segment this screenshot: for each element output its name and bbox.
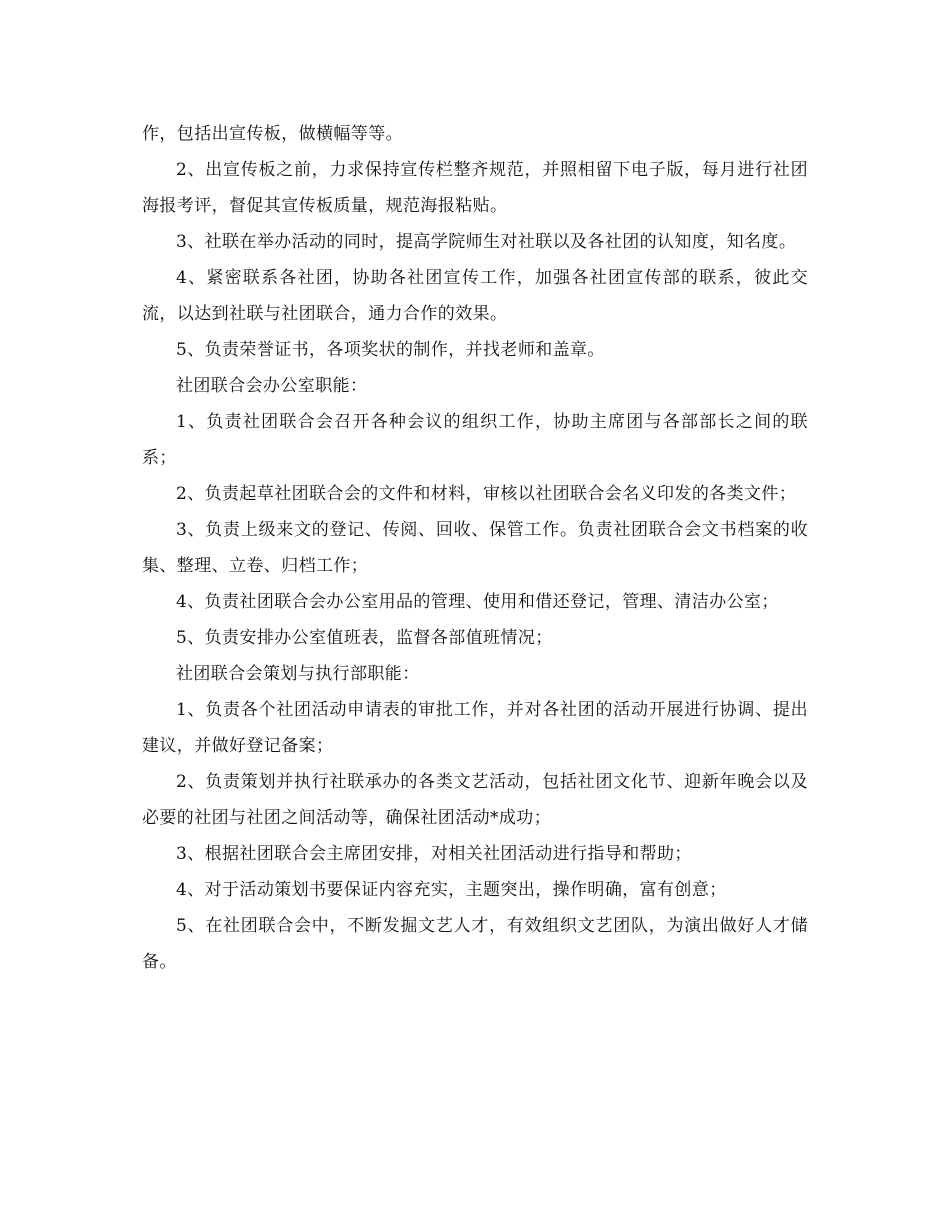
paragraph-office-4: 4、负责社团联合会办公室用品的管理、使用和借还登记，管理、清洁办公室；: [176, 592, 779, 612]
paragraph-planning-5: 5、在社团联合会中，不断发掘文艺人才，有效组织文艺团队，为演出做好人才储备。: [142, 916, 808, 972]
paragraph-office-1: 1、负责社团联合会召开各种会议的组织工作，协助主席团与各部部长之间的联系；: [142, 412, 808, 468]
paragraph-publicity-2: 2、出宣传板之前，力求保持宣传栏整齐规范，并照相留下电子版，每月进行社团海报考评，督促其宣传板质量，规范海报粘贴。: [142, 160, 808, 216]
paragraph-planning-2: 2、负责策划并执行社联承办的各类文艺活动，包括社团文化节、迎新年晚会以及必要的社团与社团之间活动等，确保社团活动*成功；: [142, 772, 808, 828]
section-heading-office: 社团联合会办公室职能：: [176, 376, 368, 396]
paragraph-office-2: 2、负责起草社团联合会的文件和材料，审核以社团联合会名义印发的各类文件；: [176, 484, 797, 504]
paragraph-publicity-4: 4、紧密联系各社团，协助各社团宣传工作，加强各社团宣传部的联系，彼此交流，以达到社联与社团联合，通力合作的效果。: [142, 268, 808, 324]
paragraph-planning-3: 3、根据社团联合会主席团安排，对相关社团活动进行指导和帮助；: [176, 844, 692, 864]
paragraph-publicity-5: 5、负责荣誉证书，各项奖状的制作，并找老师和盖章。: [176, 340, 605, 360]
paragraph-publicity-3: 3、社联在举办活动的同时，提高学院师生对社联以及各社团的认知度，知名度。: [176, 232, 797, 252]
section-heading-planning: 社团联合会策划与执行部职能：: [176, 664, 420, 684]
paragraph-office-3: 3、负责上级来文的登记、传阅、回收、保管工作。负责社团联合会文书档案的收集、整理、立卷、归档工作；: [142, 520, 808, 576]
paragraph-office-5: 5、负责安排办公室值班表，监督各部值班情况；: [176, 628, 553, 648]
paragraph-continuation: 作，包括出宣传板，做横幅等等。: [142, 124, 403, 144]
paragraph-planning-4: 4、对于活动策划书要保证内容充实，主题突出，操作明确，富有创意；: [176, 880, 727, 900]
document-body: [142, 116, 808, 980]
paragraph-planning-1: 1、负责各个社团活动申请表的审批工作，并对各社团的活动开展进行协调、提出建议，并做好登记备案；: [142, 700, 808, 756]
